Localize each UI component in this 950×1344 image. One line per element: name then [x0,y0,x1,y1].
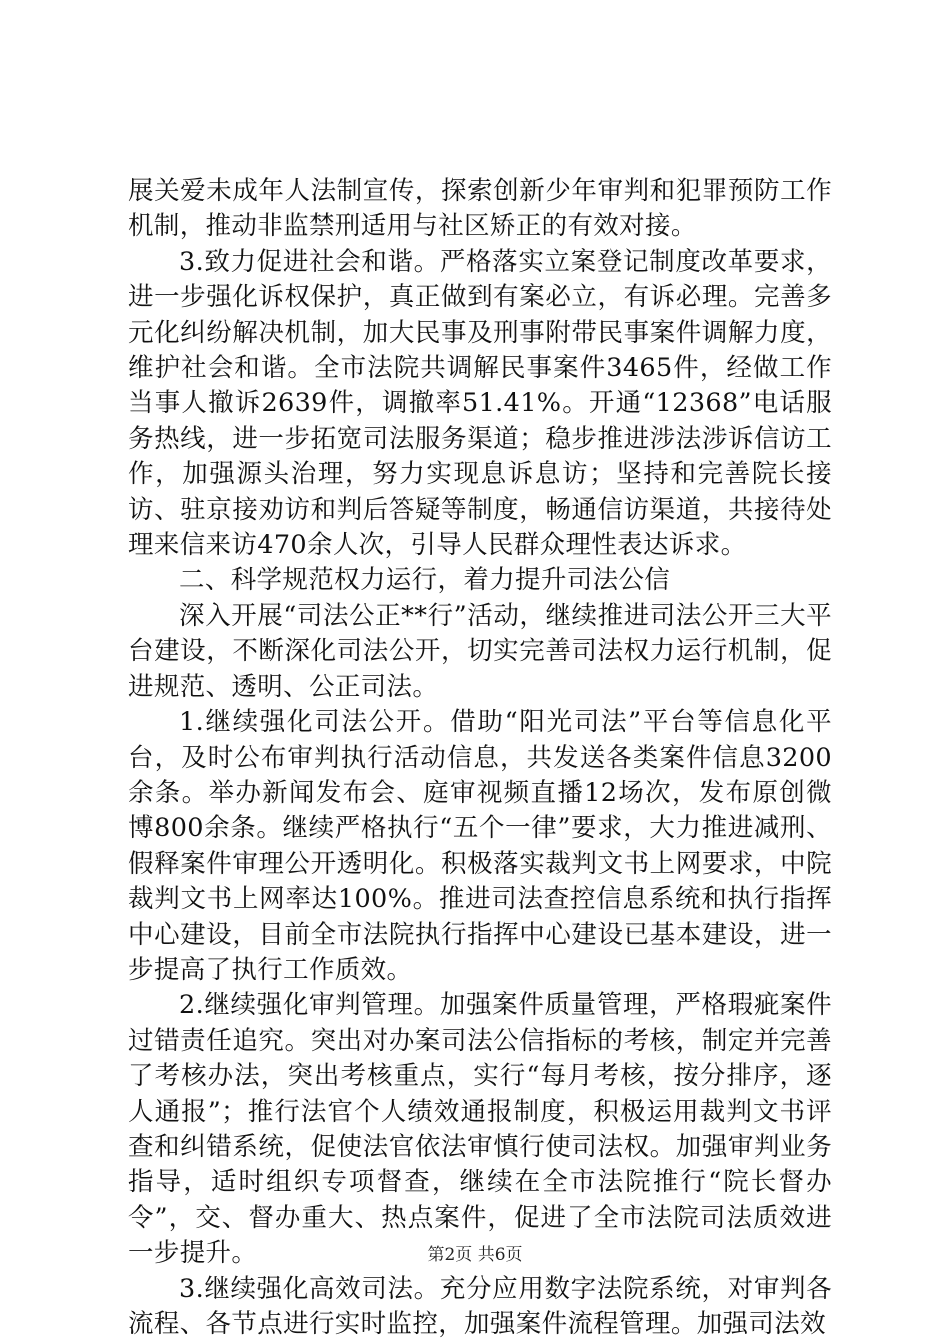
paragraph-efficient-justice: 3.继续强化高效司法。充分应用数字法院系统，对审判各流程、各节点进行实时监控，加强案件流程管理。加强司法效 [128,1273,832,1339]
paragraph-continuation: 展关爱未成年人法制宣传，探索创新少年审判和犯罪预防工作机制，推动非监禁刑适用与社区矫正的有效对接。 [128,176,832,242]
document-body [128,174,832,1342]
paragraph-section-intro: 深入开展“司法公正**行”活动，继续推进司法公开三大平台建设，不断深化司法公开，切实完善司法权力运行机制，促进规范、透明、公正司法。 [128,600,832,702]
paragraph-trial-management: 2.继续强化审判管理。加强案件质量管理，严格瑕疵案件过错责任追究。突出对办案司法公信指标的考核，制定并完善了考核办法，突出考核重点，实行“每月考核，按分排序，逐人通报”；推行法官个人绩效通报制度，积极运用裁判文书评查和纠错系统，促使法官依法审慎行使司法权。加强审判业务指导，适时组织专项督查，继续在全市法院推行“院长督办令”，交、督办重大、热点案件，促进了全市法院司法质效进一步提升。 [128,990,832,1269]
paragraph-judicial-openness: 1.继续强化司法公开。借助“阳光司法”平台等信息化平台，及时公布审判执行活动信息，共发送各类案件信息3200余条。举办新闻发布会、庭审视频直播12场次，发布原创微博800余条。继续严格执行“五个一律”要求，大力推进减刑、假释案件审理公开透明化。积极落实裁判文书上网要求，中院裁判文书上网率达100%。推进司法查控信息系统和执行指挥中心建设，目前全市法院执行指挥中心建设已基本建设，进一步提高了执行工作质效。 [128,707,832,985]
paragraph-social-harmony: 3.致力促进社会和谐。严格落实立案登记制度改革要求，进一步强化诉权保护，真正做到有案必立，有诉必理。完善多元化纠纷解决机制，加大民事及刑事附带民事案件调解力度，维护社会和谐。全市法院共调解民事案件3465件，经做工作当事人撤诉2639件，调撤率51.41%。开通“12368”电话服务热线，进一步拓宽司法服务渠道；稳步推进涉法涉诉信访工作，加强源头治理，努力实现息诉息访；坚持和完善院长接访、驻京接劝访和判后答疑等制度，畅通信访渠道，共接待处理来信来访470余人次，引导人民群众理性表达诉求。 [128,246,832,561]
section-heading: 二、科学规范权力运行，着力提升司法公信 [179,565,671,596]
page-number-footer: 第2页 共6页 [427,1245,523,1265]
